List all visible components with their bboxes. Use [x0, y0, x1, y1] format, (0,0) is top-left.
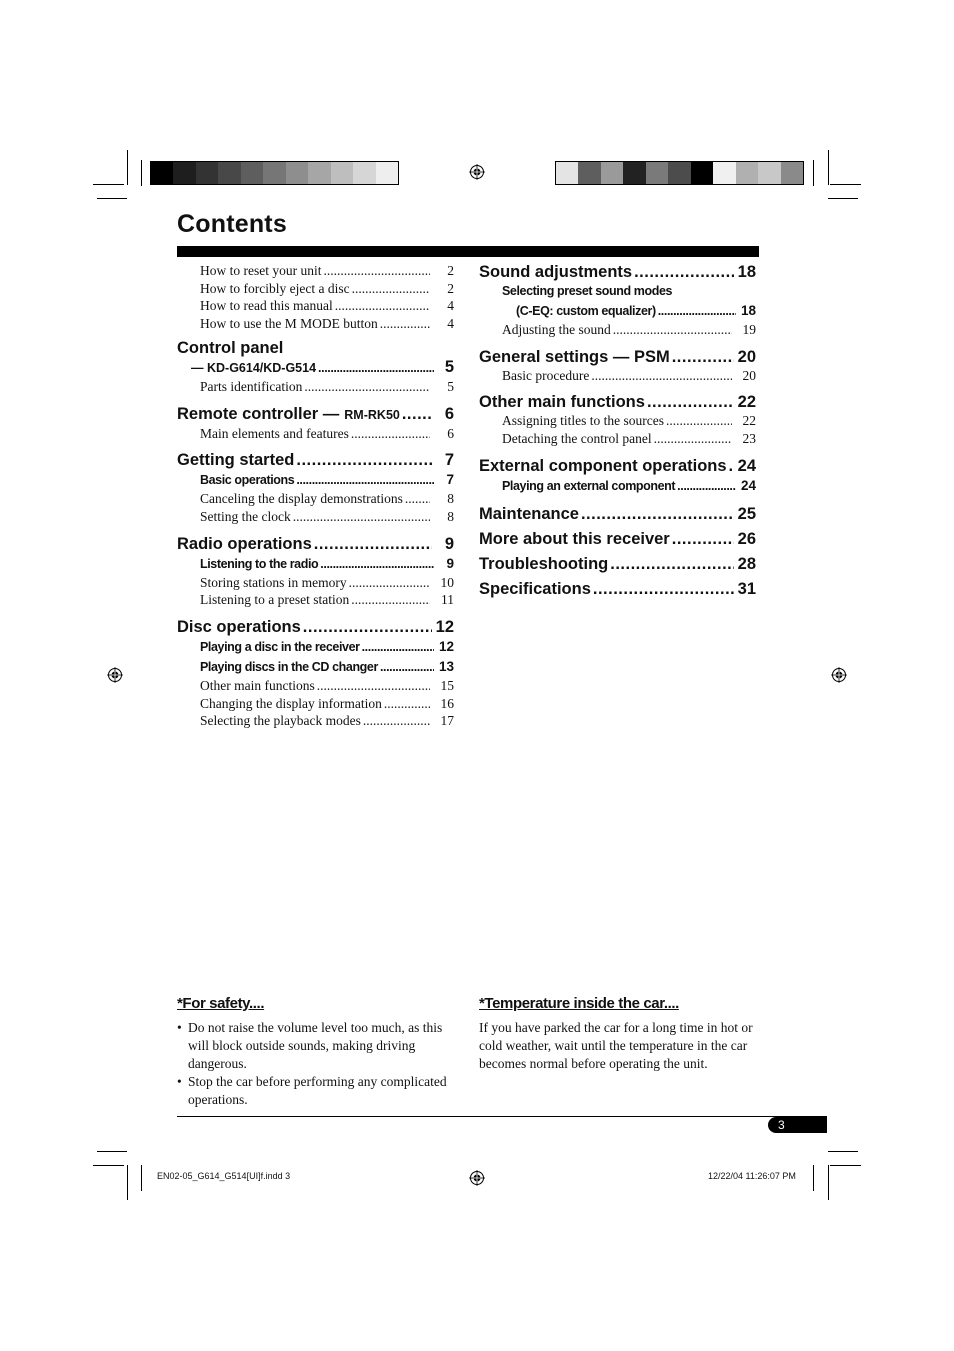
toc-heading-remote[interactable]: Remote controller — RM-RK50 ..... 6: [177, 404, 454, 425]
registration-mark-icon: [469, 1170, 485, 1186]
toc-item[interactable]: Detaching the control panel ..... 23: [479, 430, 756, 448]
toc-item[interactable]: How to forcibly eject a disc ..... 2: [177, 280, 454, 298]
color-bar-left: [150, 161, 399, 185]
safety-bullet: • Stop the car before performing any complicated operations.: [177, 1073, 459, 1109]
toc-subheading[interactable]: Listening to the radio ..... 9: [177, 554, 454, 574]
color-swatch: [331, 162, 353, 184]
toc-heading-disc[interactable]: Disc operations ..... 12: [177, 617, 454, 637]
toc-item[interactable]: Listening to a preset station ..... 11: [177, 591, 454, 609]
safety-bullet: • Do not raise the volume level too much, as this will block outside sounds, making driving dangerous.: [177, 1019, 459, 1073]
color-swatch: [173, 162, 195, 184]
toc-heading-specifications[interactable]: Specifications ..... 31: [479, 579, 756, 599]
toc-heading-general[interactable]: General settings — PSM ..... 20: [479, 347, 756, 367]
color-swatch: [781, 162, 803, 184]
registration-mark-icon: [831, 667, 847, 683]
color-swatch: [263, 162, 285, 184]
safety-notes: [177, 1019, 459, 1109]
toc-item[interactable]: How to read this manual ..... 4: [177, 297, 454, 315]
toc-heading-control-panel[interactable]: Control panel: [177, 338, 284, 357]
color-bar-right: [555, 161, 804, 185]
toc-subheading[interactable]: Playing an external component ..... 24: [479, 476, 756, 496]
color-swatch: [353, 162, 375, 184]
toc-heading-radio[interactable]: Radio operations ..... 9: [177, 534, 454, 554]
toc-subheading-line[interactable]: Selecting preset sound modes: [502, 284, 673, 298]
color-swatch: [623, 162, 645, 184]
toc-item[interactable]: Setting the clock ..... 8: [177, 508, 454, 526]
toc-item[interactable]: Main elements and features ..... 6: [177, 425, 454, 443]
color-swatch: [218, 162, 240, 184]
toc-subheading[interactable]: — KD-G614/KD-G514 ..... 5: [177, 358, 454, 378]
color-swatch: [376, 162, 398, 184]
registration-mark-icon: [107, 667, 123, 683]
footer-date: 12/22/04 11:26:07 PM: [708, 1171, 796, 1181]
color-swatch: [601, 162, 623, 184]
color-swatch: [578, 162, 600, 184]
toc-subheading[interactable]: Playing discs in the CD changer ..... 13: [177, 657, 454, 677]
color-swatch: [151, 162, 173, 184]
color-swatch: [713, 162, 735, 184]
color-swatch: [736, 162, 758, 184]
color-swatch: [758, 162, 780, 184]
toc-item[interactable]: How to use the M MODE button ..... 4: [177, 315, 454, 333]
safety-title: *For safety....: [177, 995, 265, 1012]
toc-heading-other[interactable]: Other main functions ..... 22: [479, 392, 756, 412]
temperature-title: *Temperature inside the car....: [479, 995, 679, 1012]
temperature-text: If you have parked the car for a long time in hot or cold weather, wait until the temperature in the car becomes normal before operating the unit.: [479, 1020, 753, 1071]
registration-mark-icon: [469, 164, 485, 180]
toc-item[interactable]: Adjusting the sound ..... 19: [479, 321, 756, 339]
footer-file: EN02-05_G614_G514[UI]f.indd 3: [157, 1171, 291, 1181]
title-rule: [177, 246, 759, 257]
color-swatch: [286, 162, 308, 184]
toc-heading-maintenance[interactable]: Maintenance ..... 25: [479, 504, 756, 524]
color-swatch: [646, 162, 668, 184]
toc-heading-sound[interactable]: Sound adjustments ..... 18: [479, 262, 756, 282]
toc-heading-getting-started[interactable]: Getting started ..... 7: [177, 450, 454, 470]
toc-item[interactable]: Canceling the display demonstrations ..... 8: [177, 490, 454, 508]
toc-item[interactable]: Changing the display information ..... 16: [177, 695, 454, 713]
color-swatch: [196, 162, 218, 184]
color-swatch: [556, 162, 578, 184]
toc-item[interactable]: Other main functions ..... 15: [177, 677, 454, 695]
toc-item[interactable]: Storing stations in memory ..... 10: [177, 574, 454, 592]
color-swatch: [691, 162, 713, 184]
toc-item[interactable]: Basic procedure ..... 20: [479, 367, 756, 385]
toc-subheading[interactable]: Basic operations ..... 7: [177, 470, 454, 490]
toc-heading-more-about[interactable]: More about this receiver ..... 26: [479, 529, 756, 549]
toc-subheading[interactable]: Playing a disc in the receiver ..... 12: [177, 637, 454, 657]
page-number: 3: [768, 1117, 827, 1133]
toc-item[interactable]: How to reset your unit ..... 2: [177, 262, 454, 280]
toc-heading-external[interactable]: External component operations ..... 24: [479, 456, 756, 476]
page-title: Contents: [177, 210, 287, 238]
toc-item[interactable]: Parts identification ..... 5: [177, 378, 454, 396]
toc-right-column: [479, 262, 756, 599]
color-swatch: [668, 162, 690, 184]
toc-subheading[interactable]: (C-EQ: custom equalizer) ..... 18: [479, 301, 756, 321]
toc-item[interactable]: Selecting the playback modes ..... 17: [177, 712, 454, 730]
toc-item[interactable]: Assigning titles to the sources ..... 22: [479, 412, 756, 430]
toc-heading-troubleshooting[interactable]: Troubleshooting ..... 28: [479, 554, 756, 574]
bottom-rule: [177, 1116, 827, 1117]
color-swatch: [241, 162, 263, 184]
color-swatch: [308, 162, 330, 184]
toc-left-column: [177, 262, 454, 730]
